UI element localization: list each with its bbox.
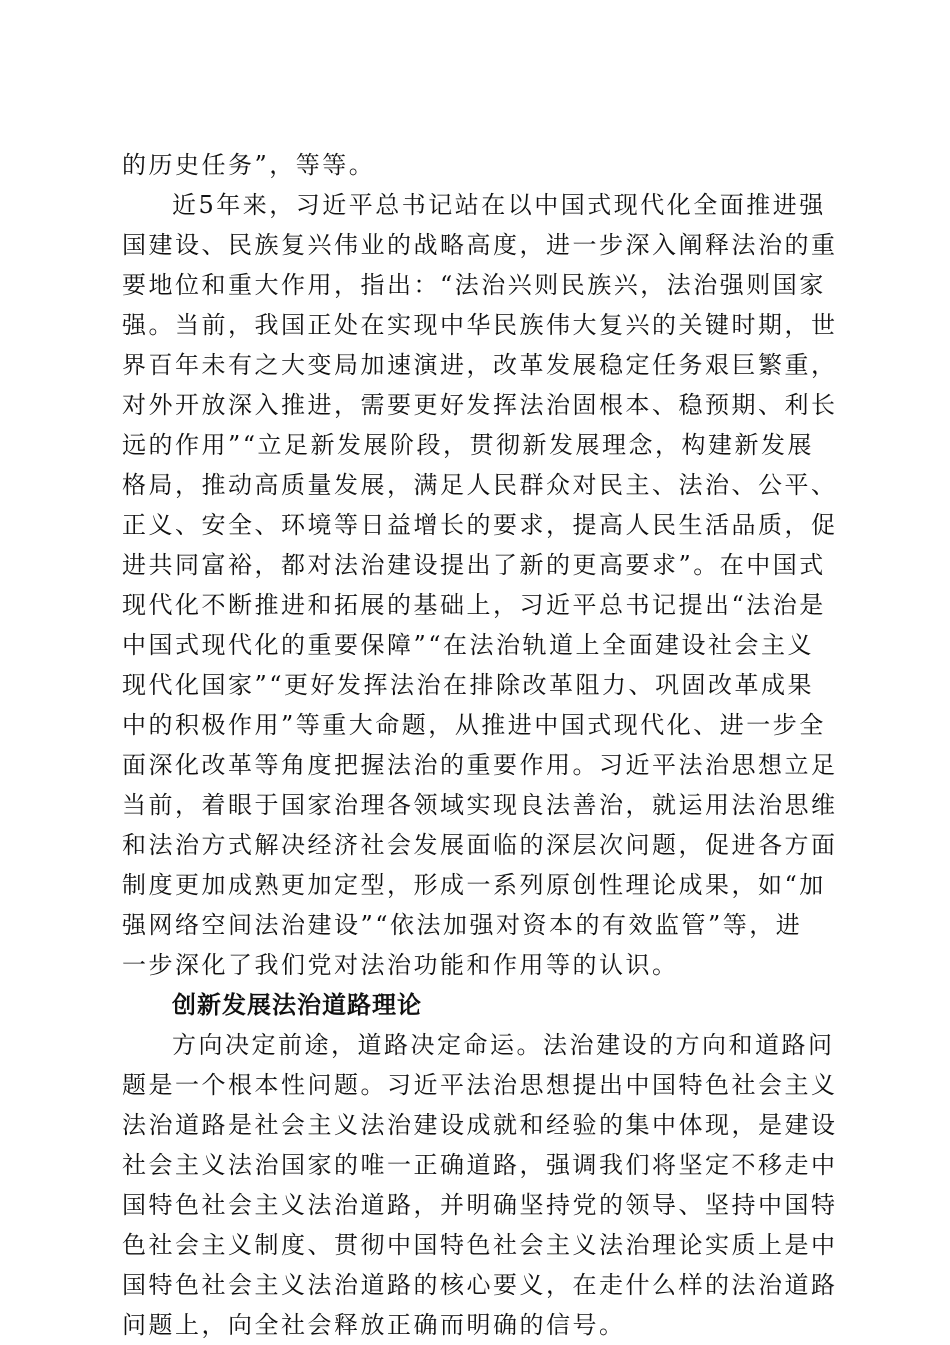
text-line: 现代化不断推进和拓展的基础上，习近平总书记提出“法治是 bbox=[122, 591, 826, 619]
text-line: 国特色社会主义法治道路的核心要义，在走什么样的法治道路 bbox=[122, 1271, 838, 1299]
text-line: 进共同富裕，都对法治建设提出了新的更高要求”。在中国式 bbox=[122, 551, 826, 579]
text-line: 色社会主义制度、贯彻中国特色社会主义法治理论实质上是中 bbox=[122, 1231, 838, 1259]
text-line: 一步深化了我们党对法治功能和作用等的认识。 bbox=[122, 951, 679, 979]
text-line: 制度更加成熟更加定型，形成一系列原创性理论成果，如“加 bbox=[122, 871, 826, 899]
text-line: 要地位和重大作用，指出：“法治兴则民族兴，法治强则国家 bbox=[122, 271, 826, 299]
text-line: 格局，推动高质量发展，满足人民群众对民主、法治、公平、 bbox=[122, 471, 838, 499]
text-line: 界百年未有之大变局加速演进，改革发展稳定任务艰巨繁重， bbox=[122, 351, 838, 379]
text-line: 当前，着眼于国家治理各领域实现良法善治，就运用法治思维 bbox=[122, 791, 838, 819]
text-line: 和法治方式解决经济社会发展面临的深层次问题，促进各方面 bbox=[122, 831, 838, 859]
text-line: 问题上，向全社会释放正确而明确的信号。 bbox=[122, 1311, 626, 1339]
text-line: 的历史任务”，等等。 bbox=[122, 151, 376, 179]
document-page bbox=[122, 145, 838, 1345]
text-line: 面深化改革等角度把握法治的重要作用。习近平法治思想立足 bbox=[122, 751, 838, 779]
paragraph-recent-five-years bbox=[122, 185, 838, 985]
text-line: 国特色社会主义法治道路，并明确坚持党的领导、坚持中国特 bbox=[122, 1191, 838, 1219]
paragraph-rule-of-law-road bbox=[122, 1025, 838, 1345]
text-line: 强网络空间法治建设”“依法加强对资本的有效监管”等，进 bbox=[122, 911, 803, 939]
text-line: 中国式现代化的重要保障”“在法治轨道上全面建设社会主义 bbox=[122, 631, 815, 659]
text-line: 法治道路是社会主义法治建设成就和经验的集中体现，是建设 bbox=[122, 1111, 838, 1139]
text-line: 正义、安全、环境等日益增长的要求，提高人民生活品质，促 bbox=[122, 511, 838, 539]
text-line: 方向决定前途，道路决定命运。法治建设的方向和道路问 bbox=[172, 1031, 835, 1059]
paragraph-continuation bbox=[122, 145, 822, 185]
text-line: 社会主义法治国家的唯一正确道路，强调我们将坚定不移走中 bbox=[122, 1151, 838, 1179]
text-line: 题是一个根本性问题。习近平法治思想提出中国特色社会主义 bbox=[122, 1071, 838, 1099]
text-line: 对外开放深入推进，需要更好发挥法治固根本、稳预期、利长 bbox=[122, 391, 838, 419]
text-line: 现代化国家”“更好发挥法治在排除改革阻力、巩固改革成果 bbox=[122, 671, 815, 699]
text-line: 国建设、民族复兴伟业的战略高度，进一步深入阐释法治的重 bbox=[122, 231, 838, 259]
text-line: 远的作用”“立足新发展阶段，贯彻新发展理念，构建新发展 bbox=[122, 431, 815, 459]
text-line: 强。当前，我国正处在实现中华民族伟大复兴的关键时期，世 bbox=[122, 311, 838, 339]
text-line: 中的积极作用”等重大命题，从推进中国式现代化、进一步全 bbox=[122, 711, 826, 739]
section-heading: 创新发展法治道路理论 bbox=[172, 991, 422, 1019]
text-line: 近5年来，习近平总书记站在以中国式现代化全面推进强 bbox=[172, 191, 826, 219]
